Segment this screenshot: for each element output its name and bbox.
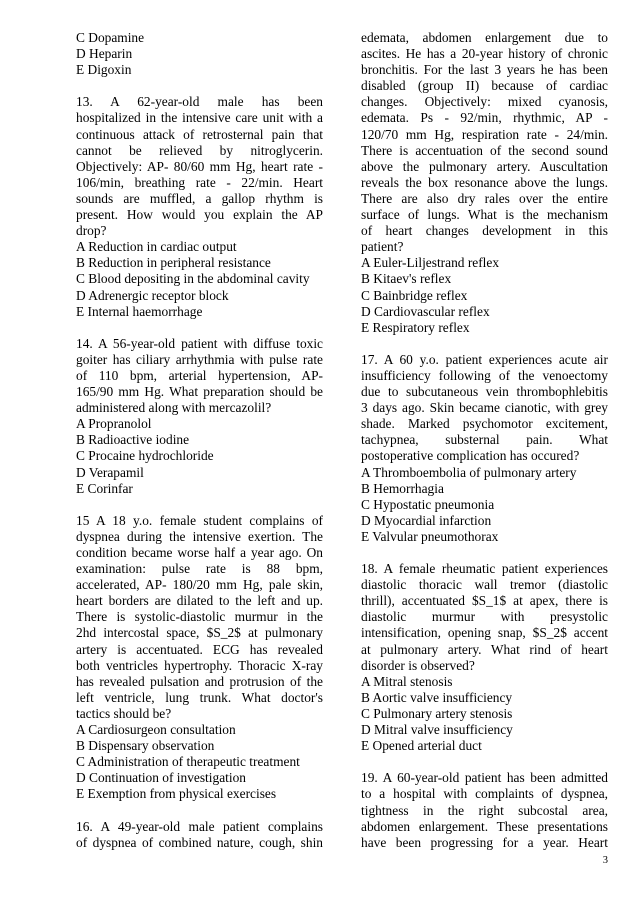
text-line: D Mitral valve insufficiency (361, 722, 513, 738)
text-line: D Myocardial infarction (361, 512, 492, 528)
text-line: have been progressing for a year. Heart (361, 834, 608, 850)
text-line: C Blood depositing in the abdominal cavity (76, 271, 310, 287)
left-column (76, 30, 323, 851)
text-line: abdomen enlargement. These presentations (361, 818, 608, 834)
text-line: tactics should be? (76, 705, 172, 721)
question-block (76, 819, 323, 851)
text-line: B Dispensary observation (76, 738, 215, 754)
text-line: thrill), accentuated $S_1$ at apex, there is (361, 593, 608, 609)
text-line: condition became worse half a year ago. On (76, 545, 323, 560)
text-line: A Propranolol (76, 416, 152, 432)
text-line: 165/90 mm Hg. What preparation should be (76, 384, 323, 400)
text-line: 19. A 60-year-old patient has been admitted (361, 770, 608, 786)
text-line: diastolic murmur with presystolic (361, 609, 608, 625)
text-line: bronchitis. For the last 3 years he has been (361, 62, 608, 78)
text-line: 13. A 62-year-old male has been (76, 94, 323, 110)
text-line: at pulmonary artery. What rind of heart (361, 641, 608, 657)
text-line: diastolic thoracic wall tremor (diastolic (361, 577, 608, 593)
page-number: 3 (602, 855, 608, 866)
text-line: intensification, opening snap, $S_2$ accent (361, 625, 608, 641)
text-line: B Hemorrhagia (361, 480, 444, 496)
text-line: A Reduction in cardiac output (76, 239, 237, 255)
text-line: of 110 bpm, arterial hypertension, AP- (76, 367, 323, 383)
text-line: artery is accentuated. ECG has revealed (76, 641, 323, 657)
question-block (361, 561, 608, 754)
text-line: C Pulmonary artery stenosis (361, 705, 513, 721)
text-line: B Reduction in peripheral resistance (76, 255, 271, 271)
text-line: ascites. He has a 20-year history of chronic (361, 46, 608, 62)
text-line: administered along with mercazolil? (76, 400, 272, 416)
text-line: drop? (76, 223, 107, 239)
text-line: B Kitaev's reflex (361, 271, 452, 287)
text-line: D Continuation of investigation (76, 770, 246, 786)
text-line: C Administration of therapeutic treatment (76, 754, 300, 770)
text-line: postoperative complication has occured? (361, 448, 580, 464)
text-line: 18. A female rheumatic patient experiences (361, 561, 608, 577)
text-line: disorder is observed? (361, 657, 475, 673)
text-line: There is systolic-diastolic murmur in the (76, 609, 323, 625)
text-line: to a hospital with complaints of dyspnea, (361, 786, 608, 802)
text-line: edemata, abdomen enlargement due to (361, 30, 608, 45)
text-line: E Exemption from physical exercises (76, 786, 277, 802)
question-block (76, 94, 323, 319)
text-line: E Valvular pneumothorax (361, 528, 499, 544)
text-line: A Euler-Liljestrand reflex (361, 255, 500, 271)
text-line: There is accentuation of the second sound (361, 142, 608, 158)
text-line: There are also dry rales over the entire (361, 190, 608, 206)
text-line: of heart changes development in this (361, 223, 608, 239)
text-line: insufficiency following of the venoectomy (361, 367, 608, 383)
text-line: C Hypostatic pneumonia (361, 496, 495, 512)
text-line: both ventricles hypertrophy. Thoracic X-ray (76, 657, 323, 673)
text-line: 17. A 60 y.o. patient experiences acute air (361, 351, 608, 367)
text-line: of dyspnea of combined nature, cough, shin (76, 834, 323, 850)
question-block (76, 513, 323, 803)
text-line: 15 A 18 y.o. female student complains of (76, 512, 323, 528)
text-line: D Heparin (76, 46, 133, 62)
text-line: 106/min, breathing rate - 22/min. Heart (76, 174, 323, 190)
text-line: disabled (group II) because of cardiac (361, 78, 608, 94)
text-line: B Radioactive iodine (76, 432, 190, 448)
text-line: C Bainbridge reflex (361, 287, 468, 303)
text-line: heart borders are dilated to the left and up. (76, 593, 323, 609)
text-line: dyspnea during the intensive exertion. The (76, 528, 323, 544)
text-line: D Adrenergic receptor block (76, 287, 229, 303)
text-line: left ventricle, lung trunk. What doctor's (76, 689, 323, 705)
text-line: A Cardiosurgeon consultation (76, 722, 236, 738)
text-line: A Mitral stenosis (361, 673, 453, 689)
text-line: 2hd intercostal space, $S_2$ at pulmonary (76, 625, 323, 641)
text-line: examination: pulse rate is 88 bpm, (76, 561, 323, 577)
text-line: E Digoxin (76, 62, 132, 78)
text-line: above the pulmonary artery. Auscultation (361, 158, 608, 174)
question-block (76, 30, 323, 78)
text-line: 16. A 49-year-old male patient complains (76, 818, 323, 834)
question-block (361, 770, 608, 850)
question-block (361, 352, 608, 545)
text-line: continuous attack of retrosternal pain that (76, 126, 323, 142)
text-line: tachypnea, substernal pain. What (361, 432, 608, 448)
text-line: C Dopamine (76, 30, 145, 45)
text-line: D Cardiovascular reflex (361, 303, 490, 319)
text-line: 3 days ago. Skin became cianotic, with grey (361, 400, 608, 416)
text-line: reveals the box resonance above the lungs. (361, 174, 608, 190)
text-line: accelerated, AP- 180/20 mm Hg, pale skin, (76, 577, 323, 593)
text-line: shade. Marked psychomotor excitement, (361, 416, 608, 432)
text-line: 14. A 56-year-old patient with diffuse toxic (76, 335, 323, 351)
text-line: hospitalized in the intensive care unit with a (76, 110, 323, 126)
text-line: present. How would you explain the AP (76, 207, 323, 223)
text-line: sounds are muffled, a gallop rhythm is (76, 190, 323, 206)
text-line: C Procaine hydrochloride (76, 448, 214, 464)
text-line: D Verapamil (76, 464, 144, 480)
right-column (361, 30, 608, 851)
text-line: B Aortic valve insufficiency (361, 689, 513, 705)
text-line: E Respiratory reflex (361, 319, 470, 335)
question-block (76, 336, 323, 497)
text-line: Objectively: AP- 80/60 mm Hg, heart rate - (76, 158, 323, 174)
text-line: E Corinfar (76, 480, 133, 496)
text-line: patient? (361, 239, 404, 255)
text-line: goiter has ciliary arrhythmia with pulse rate (76, 351, 323, 367)
text-line: cannot be relieved by nitroglycerin. (76, 142, 323, 158)
text-line: E Internal haemorrhage (76, 303, 203, 319)
text-line: E Opened arterial duct (361, 738, 482, 754)
text-line: has revealed pulsation and protrusion of the (76, 673, 323, 689)
text-line: changes. Objectively: mixed cyanosis, (361, 94, 608, 110)
text-line: surface of lungs. What is the mechanism (361, 207, 608, 223)
text-line: due to subcutaneous vein thrombophlebitis (361, 384, 608, 400)
text-line: edemata. Ps - 92/min, rhythmic, AP - (361, 110, 608, 126)
question-block (361, 30, 608, 336)
text-line: 120/70 mm Hg, respiration rate - 24/min. (361, 126, 608, 142)
text-line: A Thromboembolia of pulmonary artery (361, 464, 577, 480)
text-line: tightness in the right subcostal area, (361, 802, 608, 818)
